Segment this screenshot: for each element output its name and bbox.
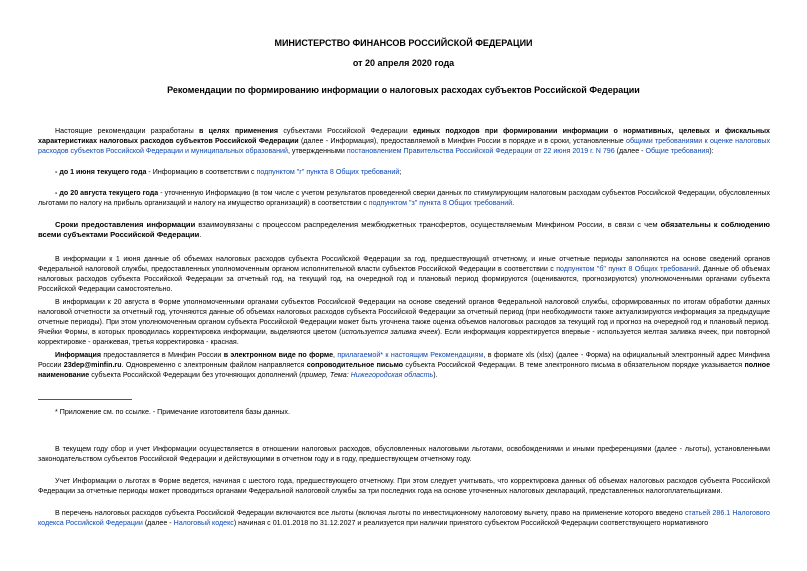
paragraph-tax-list: В перечень налоговых расходов субъекта Российской Федерации включаются все льготы (включая льготы по инвестиционному налоговому вычету, право на применение которого введено статьей 286.1 Налогового кодекса Российской Федерации (далее - Налоговый кодекс) начиная с 01.01.2018 по 31.12.2027 и реализуется при наличии принятого субъектом Российской Федерации соответствующего нормативного [38, 509, 771, 527]
paragraph-deadlines: Сроки предоставления информации взаимоувязаны с процессом распределения межбюджетных трансфертов, осуществляемым Минфином России, в связи с чем обязательны к соблюдению всеми субъектами Российской Федерации. [38, 220, 770, 239]
link-general-requirements-short[interactable]: Общие требования [645, 147, 710, 155]
paragraph-intro: Настоящие рекомендации разработаны в целях применения субъектами Российской Федерации единых подходов при формировании информации о нормативных, целевых и фискальных характеристиках налоговых расходов субъектов Российской Федерации (далее - Информация), предоставляемой в Минфин России в порядке и в сроки, установленные общими требованиями к оценке налоговых расходов субъектов Российской Федерации и муниципальных образований, утвержденными постановлением Правительства Российской Федерации от 22 июня 2019 г. N 796 (далее - Общие требования): [38, 127, 770, 155]
link-article-286-1[interactable]: статьей 286.1 Налогового кодекса Российской Федерации [38, 509, 771, 527]
document-date: от 20 апреля 2020 года [352, 58, 455, 68]
email-address: 23dep@minfin.ru [63, 361, 122, 369]
paragraph-current-year: В текущем году сбор и учет Информации осуществляется в отношении налоговых расходов, обусловленных налоговыми льготами, освобождениями и иными преференциями (далее - льготы), установленными законодательством субъектов Российской Федерации и действующими в отчетном году и в году, предшествующем отчетному году. [38, 445, 770, 463]
link-subpoint-g[interactable]: подпунктом "г" пункта 8 Общих требований [256, 168, 400, 176]
paragraph-august-info: В информации к 20 августа в Форме уполномоченными органами субъектов Российской Федерации на основе сведений органов Федеральной налоговой службы, сформированных по итогам обработки данных налоговой отчетности за отчетный год, уточняются данные об объемах налоговых расходов субъекта Российской Федерации за отчетный период (при необходимости также актуализируются информация за предыдущие отчетные периоды). При этом уполномоченным органом субъекта Российской Федерации может быть уточнена также оценка объемов налоговых расходов за текущий год и прогноз на очередной год и плановый период. Ячейки Формы, в которых проводилась корректировка информации, выделяются цветом (используется заливка ячеек). Если информация корректируется впервые - используется желтая заливка ячеек, при повторной корректировке - оранжевая, третья корректировка - красная. [38, 298, 770, 346]
link-attached-form[interactable]: прилагаемой* к настоящим Рекомендациям [337, 351, 484, 359]
paragraph-accounting: Учет Информации о льготах в Форме ведется, начиная с шестого года, предшествующего отчетному. При этом следует учитывать, что корректировка данных об объемах налоговых расходов субъекта Российской Федерации за отчетные периоды может проводиться органами Федеральной налоговой службы за три последних года на основе уточненных налоговых деклараций, представленных налогоплательщиками. [38, 477, 770, 495]
link-tax-code[interactable]: Налоговый кодекс [173, 519, 234, 527]
link-general-requirements[interactable]: общими требованиями к оценке налоговых расходов субъектов Российской Федерации и муниципальных образований [38, 137, 770, 155]
link-example-region[interactable]: Нижегородская область [350, 371, 434, 379]
footnote-divider [38, 399, 132, 400]
ministry-heading: МИНИСТЕРСТВО ФИНАНСОВ РОССИЙСКОЙ ФЕДЕРАЦИИ [274, 38, 533, 48]
paragraph-june-info: В информации к 1 июня данные об объемах налоговых расходов субъекта Российской Федерации за год, предшествующий отчетному, и иные отчетные периоды заполняются на основе сведений органов Федеральной налоговой службы, предоставленных уполномоченным органом исполнительной власти субъектов Российской Федерации в соответствии с подпунктом "б" пункт 8 Общих требований. Данные об объемах налоговых расходов субъекта Российской Федерации за отчетный год, на текущий год, на очередной год и плановый период формируются (оцениваются, прогнозируются) уполномоченными органами субъекта Российской Федерации самостоятельно. [38, 255, 771, 293]
paragraph-june-deadline: - до 1 июня текущего года - Информацию в соответствии с подпунктом "г" пункта 8 Общих требований; [55, 168, 402, 176]
footnote: * Приложение см. по ссылке. - Примечание изготовителя базы данных. [55, 408, 290, 416]
link-government-decree[interactable]: постановлением Правительства Российской Федерации от 22 июня 2019 г. N 796 [346, 147, 615, 155]
link-subpoint-z[interactable]: подпунктом "з" пункта 8 Общих требований [368, 199, 513, 207]
link-subpoint-b[interactable]: подпунктом "б" пункт 8 Общих требований [556, 265, 699, 273]
document-title: Рекомендации по формированию информации о налоговых расходах субъектов Российской Федерации [167, 85, 640, 95]
paragraph-submission: Информация предоставляется в Минфин России в электронном виде по форме, прилагаемой* к настоящим Рекомендациям, в формате xls (xlsx) (далее - Форма) на официальный электронный адрес Минфина России 23dep@minfin.ru. Одновременно с электронным файлом направляется сопроводительное письмо субъекта Российской Федерации. В теме электронного письма в обязательном порядке указывается полное наименование субъекта Российской Федерации без уточняющих дополнений (пример, Тема: Нижегородская область). [38, 351, 771, 379]
paragraph-august-deadline: - до 20 августа текущего года - уточненную Информацию (в том числе с учетом результатов проведенной сверки данных по стимулирующим налоговым расходам субъектов Российской Федерации, обусловленных льготами по налогу на прибыль организаций и налогу на имущество организаций) в соответствии с подпунктом "з" пункта 8 Общих требований. [38, 189, 770, 207]
